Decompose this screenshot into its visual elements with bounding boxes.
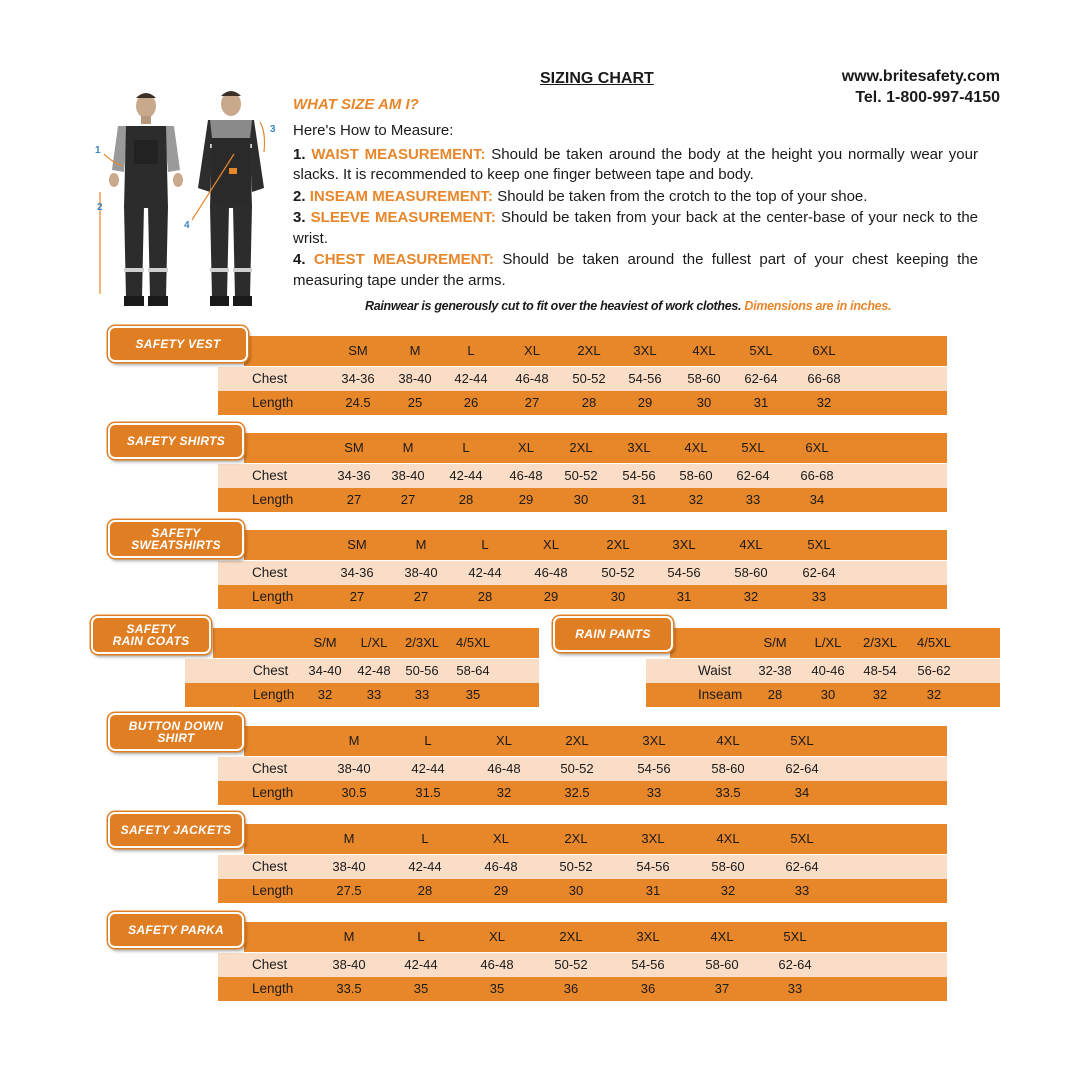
tab-label-line: SAFETY <box>126 622 176 636</box>
table-cell: 30 <box>696 395 712 410</box>
page-title: SIZING CHART <box>540 70 654 87</box>
row-label: Chest <box>252 957 288 972</box>
table-cell: 50-52 <box>601 565 635 580</box>
safety-jackets-row-chest <box>218 855 947 879</box>
size-header-cell: L <box>417 929 425 944</box>
figure-label-4: 4 <box>184 220 190 231</box>
table-cell: 66-68 <box>807 371 841 386</box>
size-header-cell: L/XL <box>814 635 842 650</box>
table-cell: 62-64 <box>802 565 836 580</box>
size-header-cell: 3XL <box>627 440 651 455</box>
row-label: Length <box>252 981 294 996</box>
table-cell: 46-48 <box>509 468 543 483</box>
row-label: Length <box>252 492 294 507</box>
table-cell: 32 <box>317 687 333 702</box>
table-cell: 46-48 <box>515 371 549 386</box>
size-header-cell: SM <box>344 440 364 455</box>
table-cell: 28 <box>767 687 783 702</box>
safety-parka-row-chest <box>218 953 947 977</box>
table-cell: 58-60 <box>679 468 713 483</box>
table-cell: 27 <box>349 589 365 604</box>
size-header-cell: L <box>424 733 432 748</box>
row-label: Chest <box>252 761 288 776</box>
table-cell: 28 <box>458 492 474 507</box>
table-cell: 29 <box>637 395 653 410</box>
table-cell: 58-64 <box>456 663 490 678</box>
rainwear-note: Rainwear is generously cut to fit over the heaviest of work clothes. Dimensions are in inches. <box>365 299 892 313</box>
table-cell: 34-36 <box>337 468 371 483</box>
table-cell: 28 <box>581 395 597 410</box>
size-header-cell: XL <box>496 733 512 748</box>
button-down-shirt-size-header <box>244 726 947 756</box>
table-cell: 40-46 <box>811 663 845 678</box>
safety-shirts-row-chest <box>218 464 947 488</box>
safety-jackets-tab <box>108 812 244 848</box>
safety-parka-row-length <box>218 977 947 1001</box>
table-cell: 62-64 <box>785 761 819 776</box>
size-header-cell: 2XL <box>569 440 593 455</box>
button-down-shirt-tab <box>108 713 244 751</box>
table-cell: 46-48 <box>484 859 518 874</box>
size-header-cell: 5XL <box>790 831 814 846</box>
size-header-cell: S/M <box>313 635 337 650</box>
size-header-cell: M <box>415 537 427 552</box>
table-cell: 34-36 <box>341 371 375 386</box>
size-header-cell: XL <box>518 440 534 455</box>
table-cell: 50-52 <box>564 468 598 483</box>
size-header-cell: 4XL <box>716 831 740 846</box>
size-header-cell: 5XL <box>749 343 773 358</box>
size-header-cell: 4XL <box>684 440 708 455</box>
table-cell: 42-44 <box>411 761 445 776</box>
table-cell: 30 <box>820 687 836 702</box>
size-header-cell: S/M <box>763 635 787 650</box>
safety-shirts-tab-label: SAFETY SHIRTS <box>126 434 226 448</box>
safety-jackets-tab-label: SAFETY JACKETS <box>120 823 232 837</box>
size-header-cell: XL <box>524 343 540 358</box>
table-cell: 50-52 <box>572 371 606 386</box>
table-cell: 38-40 <box>398 371 432 386</box>
table-cell: 54-56 <box>628 371 662 386</box>
safety-sweatshirts-tab <box>108 520 244 558</box>
table-cell: 50-56 <box>405 663 439 678</box>
table-cell: 31.5 <box>415 785 441 800</box>
safety-sweatshirts-size-header <box>244 530 947 560</box>
table-cell: 42-44 <box>404 957 438 972</box>
button-down-shirt-row-chest <box>218 757 947 781</box>
rain-pants-tab <box>553 616 673 652</box>
table-cell: 33 <box>794 883 810 898</box>
safety-sweatshirts-tab-label <box>131 527 221 551</box>
table-cell: 46-48 <box>487 761 521 776</box>
table-cell: 33 <box>646 785 662 800</box>
size-header-cell: XL <box>543 537 559 552</box>
figure-label-3: 3 <box>270 124 276 135</box>
safety-parka-tab <box>108 912 244 948</box>
size-header-cell: 4XL <box>716 733 740 748</box>
table-cell: 31 <box>676 589 692 604</box>
measure-item-inseam: 2. INSEAM MEASUREMENT: Should be taken from the crotch to the top of your shoe. <box>293 187 868 205</box>
safety-rain-coats-row-length <box>185 683 539 707</box>
table-cell: 36 <box>563 981 579 996</box>
row-label: Length <box>252 785 294 800</box>
row-label: Chest <box>252 565 288 580</box>
table-cell: 62-64 <box>785 859 819 874</box>
table-cell: 29 <box>543 589 559 604</box>
safety-rain-coats-row-chest <box>185 659 539 683</box>
table-cell: 27 <box>524 395 540 410</box>
measure-intro: Here's How to Measure: <box>293 122 454 139</box>
size-header-cell: L <box>467 343 475 358</box>
safety-vest-row-length <box>218 391 947 415</box>
size-header-cell: 5XL <box>790 733 814 748</box>
size-header-cell: SM <box>348 343 368 358</box>
tab-label-line: RAIN COATS <box>112 634 190 648</box>
row-label: Inseam <box>698 687 743 702</box>
table-cell: 66-68 <box>800 468 834 483</box>
table-cell: 31 <box>631 492 647 507</box>
table-cell: 54-56 <box>631 957 665 972</box>
size-header-cell: M <box>343 831 355 846</box>
safety-vest-tab <box>108 326 248 362</box>
table-cell: 32-38 <box>758 663 792 678</box>
table-cell: 50-52 <box>560 761 594 776</box>
table-cell: 32.5 <box>564 785 590 800</box>
table-cell: 30 <box>568 883 584 898</box>
size-header-cell: L <box>421 831 429 846</box>
table-cell: 58-60 <box>687 371 721 386</box>
table-cell: 32 <box>743 589 759 604</box>
figure-label-2: 2 <box>97 202 103 213</box>
safety-rain-coats-size-header <box>213 628 539 658</box>
measure-instructions <box>293 121 978 292</box>
rain-pants-row-waist <box>646 659 1000 683</box>
size-header-cell: 2XL <box>559 929 583 944</box>
size-header-cell: 6XL <box>805 440 829 455</box>
safety-jackets-row-length <box>218 879 947 903</box>
table-cell: 34-40 <box>308 663 342 678</box>
safety-shirts-row-length <box>218 488 947 512</box>
size-header-cell: SM <box>347 537 367 552</box>
table-cell: 26 <box>463 395 479 410</box>
size-header-cell: 2/3XL <box>863 635 897 650</box>
table-cell: 28 <box>477 589 493 604</box>
size-header-cell: 6XL <box>812 343 836 358</box>
table-cell: 33 <box>366 687 382 702</box>
table-cell: 35 <box>489 981 505 996</box>
table-cell: 54-56 <box>636 859 670 874</box>
table-cell: 33 <box>787 981 803 996</box>
size-header-cell: 3XL <box>672 537 696 552</box>
size-header-cell: L/XL <box>360 635 388 650</box>
phone-number: Tel. 1-800-997-4150 <box>855 89 1000 106</box>
table-cell: 38-40 <box>337 761 371 776</box>
table-cell: 42-44 <box>449 468 483 483</box>
table-cell: 54-56 <box>622 468 656 483</box>
row-label: Length <box>252 589 294 604</box>
safety-rain-coats-tab <box>91 616 211 654</box>
tab-label-line: SWEATSHIRTS <box>131 538 221 552</box>
measure-item-chest: 4. CHEST MEASUREMENT: Should be taken around the fullest part of your chest keeping the measuring tape under the arms. <box>293 251 978 289</box>
row-label: Length <box>252 883 294 898</box>
size-header-cell: 4/5XL <box>456 635 490 650</box>
size-header-cell: M <box>409 343 421 358</box>
table-cell: 31 <box>753 395 769 410</box>
table-cell: 37 <box>714 981 730 996</box>
size-header-cell: 2XL <box>606 537 630 552</box>
table-cell: 36 <box>640 981 656 996</box>
safety-vest-row-chest <box>218 367 947 391</box>
table-cell: 32 <box>872 687 888 702</box>
size-header-cell: 4XL <box>692 343 716 358</box>
size-header-cell: 5XL <box>741 440 765 455</box>
size-header-cell: XL <box>493 831 509 846</box>
safety-shirts-size-header <box>244 433 947 463</box>
table-cell: 33 <box>811 589 827 604</box>
row-label: Waist <box>698 663 732 678</box>
row-label: Chest <box>252 371 288 386</box>
size-header-cell: 3XL <box>633 343 657 358</box>
table-cell: 33.5 <box>715 785 741 800</box>
rain-pants-tab-label: RAIN PANTS <box>575 627 651 641</box>
table-cell: 32 <box>816 395 832 410</box>
row-label: Chest <box>252 468 288 483</box>
table-cell: 34 <box>794 785 810 800</box>
size-header-cell: 4XL <box>710 929 734 944</box>
size-header-cell: M <box>402 440 414 455</box>
table-cell: 54-56 <box>637 761 671 776</box>
table-cell: 34-36 <box>340 565 374 580</box>
table-cell: 27 <box>413 589 429 604</box>
what-size-heading: WHAT SIZE AM I? <box>293 96 419 113</box>
table-cell: 46-48 <box>534 565 568 580</box>
size-header-cell: 2XL <box>577 343 601 358</box>
size-header-cell: L <box>462 440 470 455</box>
row-label: Chest <box>252 859 288 874</box>
size-header-cell: XL <box>489 929 505 944</box>
table-cell: 42-44 <box>454 371 488 386</box>
table-cell: 32 <box>720 883 736 898</box>
rain-pants-row-inseam <box>646 683 1000 707</box>
table-cell: 30.5 <box>341 785 367 800</box>
size-header-cell: 4XL <box>739 537 763 552</box>
table-cell: 38-40 <box>391 468 425 483</box>
safety-parka-size-header <box>244 922 947 952</box>
worker-jacket-figure <box>198 91 264 306</box>
table-cell: 27 <box>346 492 362 507</box>
tab-label-line: SHIRT <box>157 731 195 745</box>
table-cell: 30 <box>573 492 589 507</box>
measurement-figure <box>88 88 288 313</box>
safety-shirts-tab <box>108 423 244 459</box>
table-cell: 50-52 <box>559 859 593 874</box>
table-cell: 33.5 <box>336 981 362 996</box>
rain-pants-size-header <box>670 628 1000 658</box>
size-header-cell: M <box>343 929 355 944</box>
table-cell: 32 <box>926 687 942 702</box>
table-cell: 42-48 <box>357 663 391 678</box>
table-cell: 38-40 <box>404 565 438 580</box>
button-down-shirt-tab-label <box>129 720 223 744</box>
size-header-cell: 5XL <box>783 929 807 944</box>
table-cell: 58-60 <box>711 859 745 874</box>
size-header-cell: 2XL <box>564 831 588 846</box>
size-header-cell: 3XL <box>636 929 660 944</box>
website-link[interactable]: www.britesafety.com <box>841 68 1000 85</box>
table-cell: 58-60 <box>711 761 745 776</box>
size-header-cell: 2/3XL <box>405 635 439 650</box>
safety-sweatshirts-row-chest <box>218 561 947 585</box>
table-cell: 33 <box>414 687 430 702</box>
size-header-cell: 2XL <box>565 733 589 748</box>
table-cell: 56-62 <box>917 663 951 678</box>
table-cell: 54-56 <box>667 565 701 580</box>
row-label: Length <box>252 395 294 410</box>
size-header-cell: 4/5XL <box>917 635 951 650</box>
contact-info <box>842 66 1000 108</box>
table-cell: 25 <box>407 395 423 410</box>
table-cell: 29 <box>493 883 509 898</box>
table-cell: 27.5 <box>336 883 362 898</box>
figure-label-1: 1 <box>95 145 101 156</box>
size-header-cell: 3XL <box>641 831 665 846</box>
button-down-shirt-row-length <box>218 781 947 805</box>
table-cell: 35 <box>413 981 429 996</box>
table-cell: 58-60 <box>705 957 739 972</box>
table-cell: 34 <box>809 492 825 507</box>
row-label: Chest <box>253 663 289 678</box>
table-cell: 30 <box>610 589 626 604</box>
tab-label-line: BUTTON DOWN <box>128 719 224 733</box>
table-cell: 32 <box>688 492 704 507</box>
table-cell: 46-48 <box>480 957 514 972</box>
table-cell: 27 <box>400 492 416 507</box>
measure-item-waist: 1. WAIST MEASUREMENT: Should be taken around the body at the height you normally wear your slacks. It is recommended to keep one finger between tape and body. <box>293 145 978 183</box>
safety-vest-size-header <box>244 336 947 366</box>
table-cell: 33 <box>745 492 761 507</box>
table-cell: 50-52 <box>554 957 588 972</box>
table-cell: 31 <box>645 883 661 898</box>
table-cell: 29 <box>518 492 534 507</box>
measure-item-sleeve: 3. SLEEVE MEASUREMENT: Should be taken from your back at the center-base of your neck to the wrist. <box>293 209 978 247</box>
safety-sweatshirts-row-length <box>218 585 947 609</box>
table-cell: 42-44 <box>408 859 442 874</box>
safety-jackets-size-header <box>244 824 947 854</box>
table-cell: 62-64 <box>778 957 812 972</box>
safety-rain-coats-tab-label <box>113 623 190 647</box>
size-header-cell: 5XL <box>807 537 831 552</box>
tab-label-line: SAFETY <box>151 526 201 540</box>
table-cell: 28 <box>417 883 433 898</box>
worker-overalls-figure <box>109 93 183 306</box>
safety-vest-tab-label: SAFETY VEST <box>135 337 221 351</box>
safety-parka-tab-label: SAFETY PARKA <box>128 923 224 937</box>
table-cell: 24.5 <box>345 395 371 410</box>
size-header-cell: 3XL <box>642 733 666 748</box>
size-header-cell: M <box>348 733 360 748</box>
table-cell: 62-64 <box>736 468 770 483</box>
table-cell: 62-64 <box>744 371 778 386</box>
table-cell: 35 <box>465 687 481 702</box>
size-header-cell: L <box>481 537 489 552</box>
table-cell: 58-60 <box>734 565 768 580</box>
table-cell: 42-44 <box>468 565 502 580</box>
table-cell: 32 <box>496 785 512 800</box>
row-label: Length <box>253 687 295 702</box>
table-cell: 38-40 <box>332 859 366 874</box>
table-cell: 48-54 <box>863 663 897 678</box>
table-cell: 38-40 <box>332 957 366 972</box>
